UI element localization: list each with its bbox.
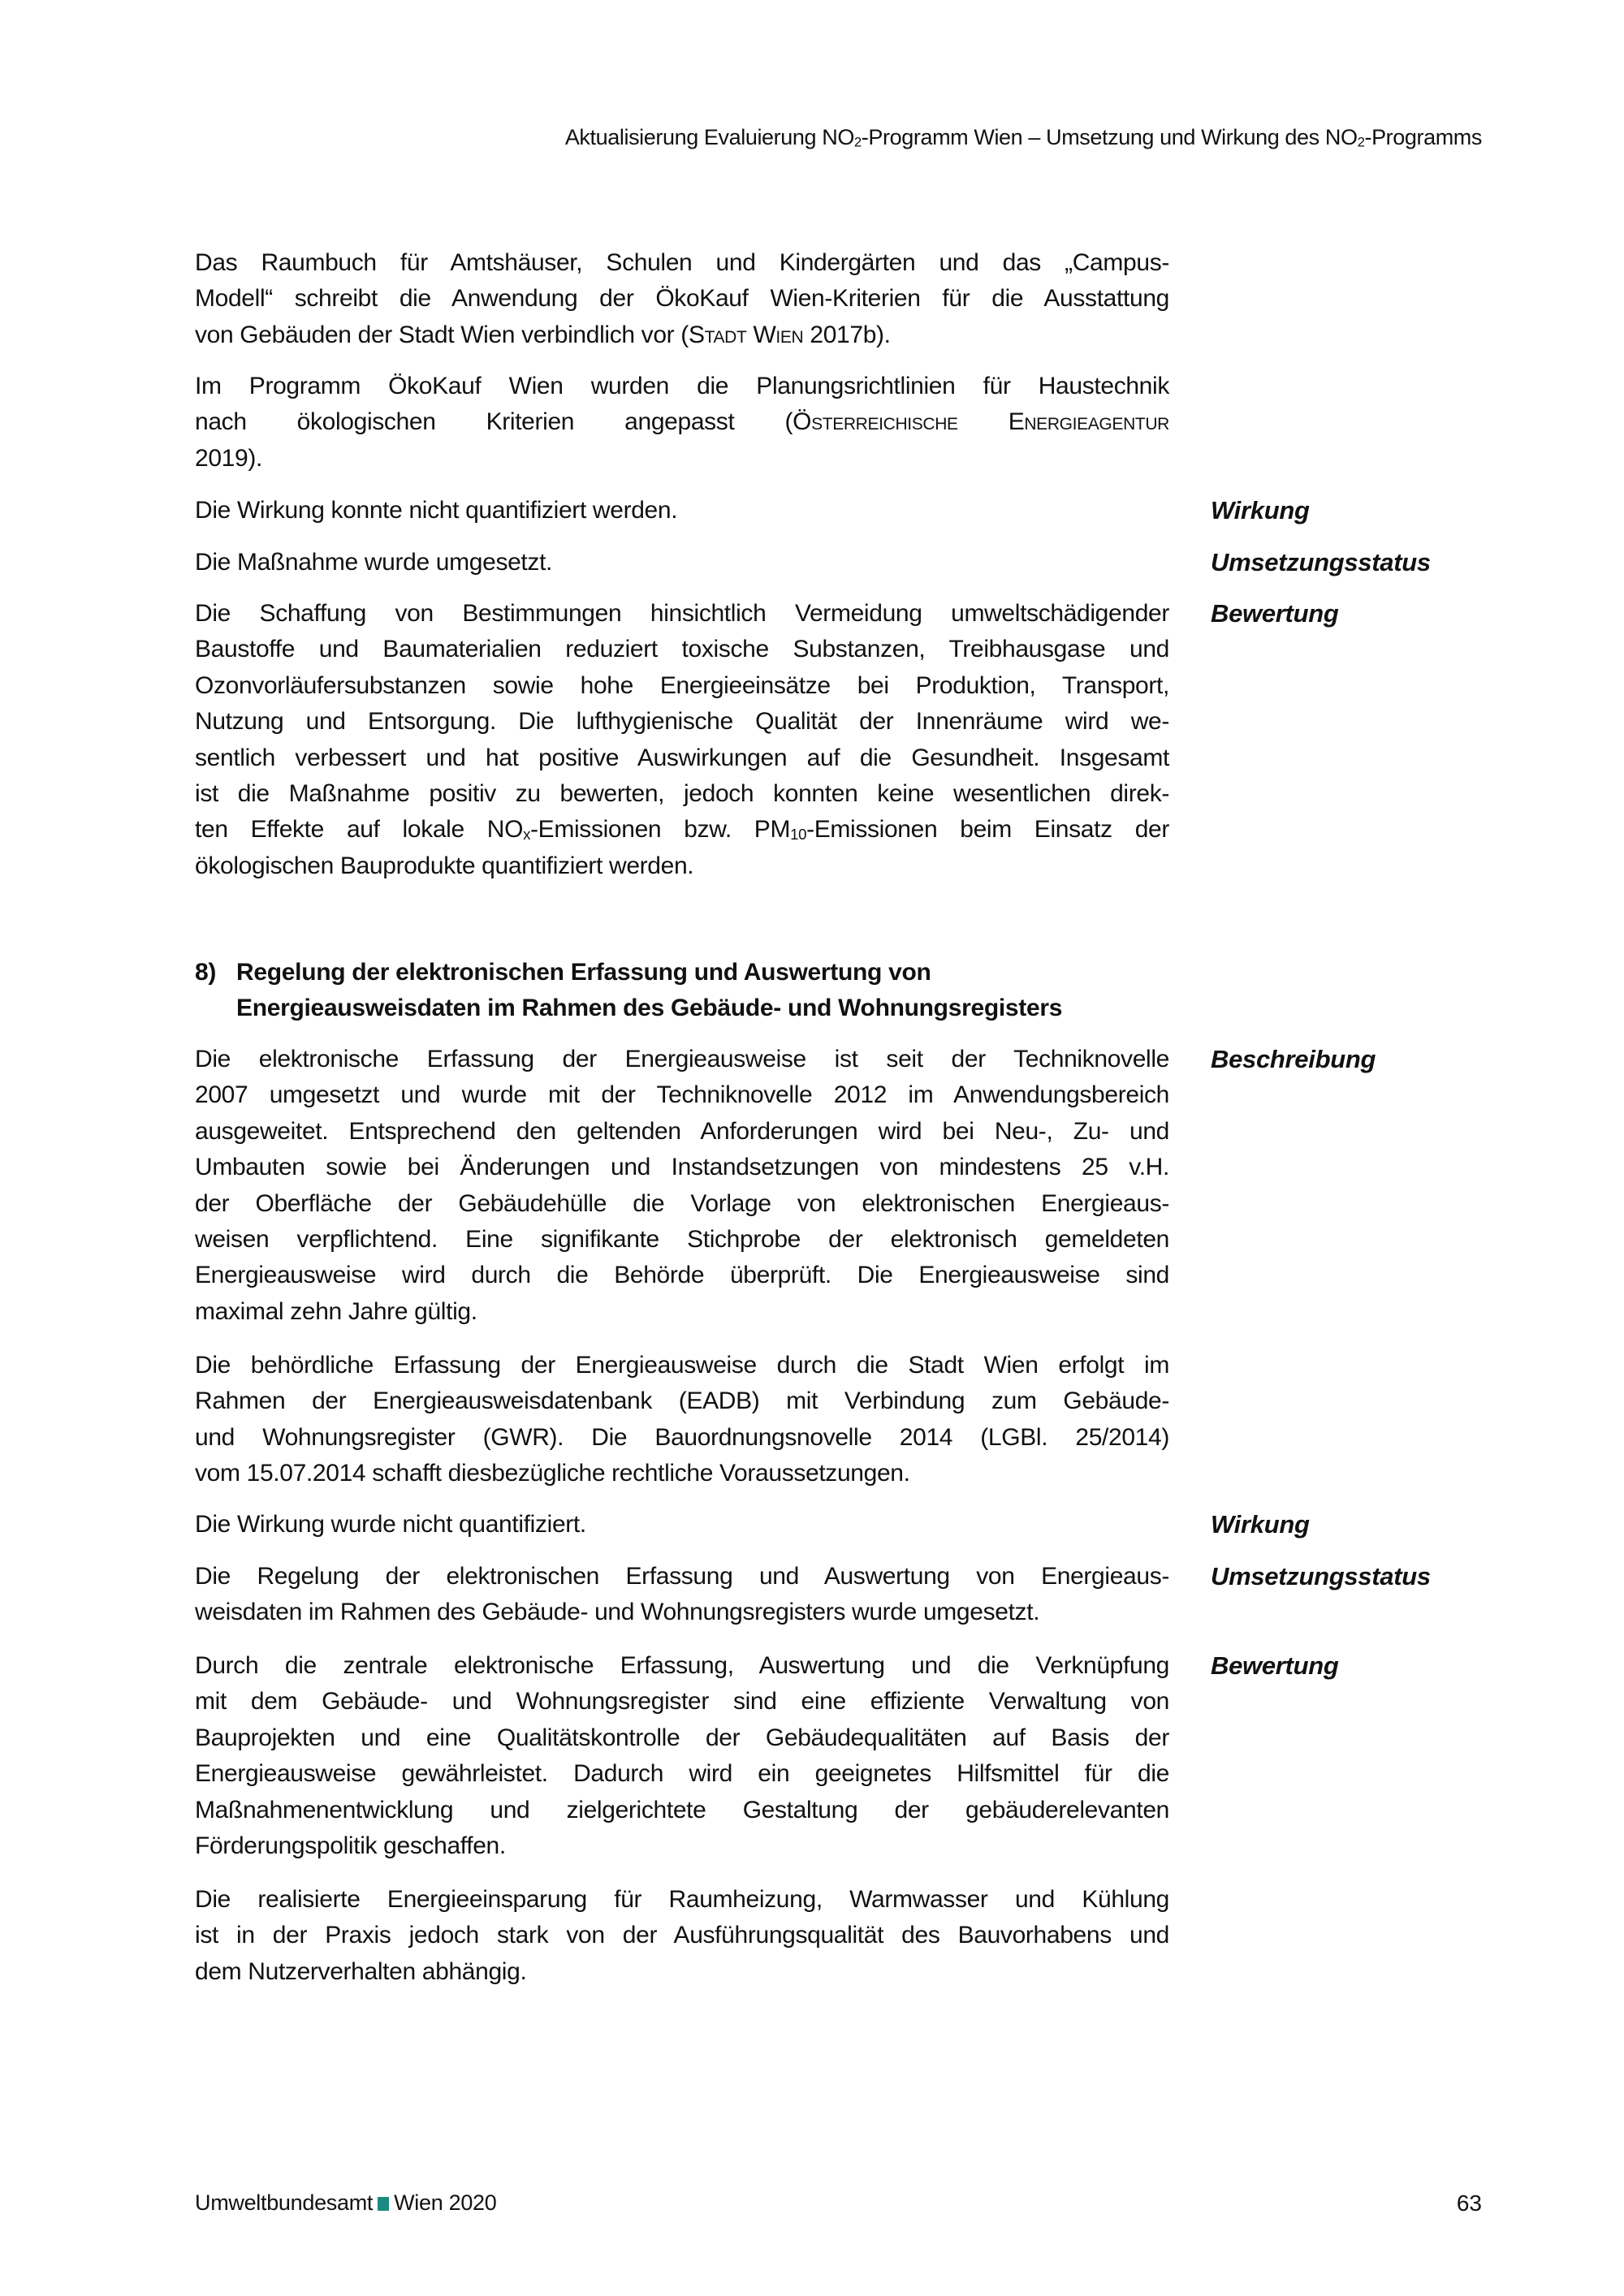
text-segment: -Emissionen beim Einsatz der xyxy=(806,816,1170,844)
paragraph-p-bewertung-8 xyxy=(195,1648,1169,1864)
paragraph-p-bewertung-1 xyxy=(195,596,1169,884)
paragraph-p-umsetzung-8 xyxy=(195,1559,1169,1631)
margin-label-umsetzungsstatus: Umsetzungsstatus xyxy=(1211,1562,1431,1590)
section-heading xyxy=(195,955,1062,1027)
text-line: maximal zehn Jahre gültig. xyxy=(195,1297,477,1325)
text-segment: ten Effekte auf lokale NO xyxy=(195,816,524,844)
square-bullet-icon xyxy=(378,2197,389,2211)
margin-label-umsetzungsstatus: Umsetzungsstatus xyxy=(1211,548,1431,576)
text-line: Die Wirkung wurde nicht quantifiziert. xyxy=(195,1511,586,1538)
text-line: Die Wirkung konnte nicht quantifiziert werden. xyxy=(195,497,678,524)
text-line: ist die Maßnahme positiv zu bewerten, jedoch konnten keine wesentlichen direk- xyxy=(195,779,1169,807)
text-line: Durch die zentrale elektronische Erfassung, Auswertung und die Verknüpfung xyxy=(195,1652,1169,1679)
section-title-line: Regelung der elektronischen Erfassung und Auswertung von xyxy=(236,959,931,986)
paragraph-p-energieeinsparung xyxy=(195,1882,1169,1990)
footer-place-year: Wien 2020 xyxy=(394,2190,497,2215)
page-number: 63 xyxy=(1456,2190,1482,2216)
subscript: x xyxy=(523,826,531,844)
subscript: 10 xyxy=(790,826,807,844)
margin-label-wirkung: Wirkung xyxy=(1211,1510,1310,1539)
text-line: Modell“ schreibt die Anwendung der ÖkoKauf Wien-Kriterien für die Ausstattung xyxy=(195,285,1169,313)
text-segment: -Emissionen bzw. PM xyxy=(530,816,791,844)
header-text: -Programm Wien – Umsetzung und Wirkung des NO xyxy=(861,125,1358,149)
text-line: Nutzung und Entsorgung. Die lufthygienische Qualität der Innenräume wird we- xyxy=(195,708,1169,736)
text-line xyxy=(195,317,1169,353)
paragraph-p-beschreibung-8 xyxy=(195,1042,1169,1330)
footer-publisher: Umweltbundesamt xyxy=(195,2190,374,2215)
text-line: Im Programm ÖkoKauf Wien wurden die Planungsrichtlinien für Haustechnik xyxy=(195,373,1169,399)
paragraph-p-wirkung-8 xyxy=(195,1507,1169,1543)
text-line: Umbauten sowie bei Änderungen und Instandsetzungen von mindestens 25 v.H. xyxy=(195,1154,1169,1181)
text-line: Baustoffe und Baumaterialien reduziert toxische Substanzen, Treibhausgase und xyxy=(195,636,1169,663)
margin-label-beschreibung: Beschreibung xyxy=(1211,1045,1376,1073)
header-subscript: 2 xyxy=(853,134,862,150)
header-text: -Programms xyxy=(1364,125,1482,149)
text-line: Die elektronische Erfassung der Energieausweise ist seit der Techniknovelle xyxy=(195,1046,1169,1072)
paragraph-p-erfassung xyxy=(195,1348,1169,1492)
text-line: Maßnahmenentwicklung und zielgerichtete Gestaltung der gebäuderelevanten xyxy=(195,1796,1169,1823)
text-line: 2019). xyxy=(195,444,262,472)
header-subscript: 2 xyxy=(1357,134,1365,150)
text-line: mit dem Gebäude- und Wohnungsregister sind eine effiziente Verwaltung von xyxy=(195,1688,1169,1716)
text-line: Förderungspolitik geschaffen. xyxy=(195,1832,506,1859)
text-line: Energieausweise gewährleistet. Dadurch wird ein geeignetes Hilfsmittel für die xyxy=(195,1760,1169,1788)
footer xyxy=(195,2190,497,2216)
text-line: ausgeweitet. Entsprechend den geltenden Anforderungen wird bei Neu-, Zu- und xyxy=(195,1117,1169,1145)
running-header xyxy=(565,125,1482,150)
section-number: 8) xyxy=(195,959,217,986)
text-line: Bauprojekten und eine Qualitätskontrolle der Gebäudequalitäten auf Basis der xyxy=(195,1724,1169,1751)
text-line: Energieausweise wird durch die Behörde überprüft. Die Energieausweise sind xyxy=(195,1262,1169,1289)
citation-small-caps: Stadt Wien xyxy=(688,321,804,348)
text-line: und Wohnungsregister (GWR). Die Bauordnungsnovelle 2014 (LGBl. 25/2014) xyxy=(195,1423,1169,1451)
text-line: Das Raumbuch für Amtshäuser, Schulen und Kindergärten und das „Campus- xyxy=(195,249,1169,276)
text-segment: 2017b). xyxy=(803,321,891,348)
text-line: vom 15.07.2014 schafft diesbezügliche rechtliche Voraussetzungen. xyxy=(195,1460,910,1487)
text-line: Die realisierte Energieeinsparung für Raumheizung, Warmwasser und Kühlung xyxy=(195,1886,1169,1913)
paragraph-p-oekokauf xyxy=(195,369,1169,477)
text-line: Die Regelung der elektronischen Erfassung und Auswertung von Energieaus- xyxy=(195,1563,1169,1590)
text-line: ökologischen Bauprodukte quantifiziert werden. xyxy=(195,852,694,879)
paragraph-p-wirkung-1 xyxy=(195,493,1169,529)
section-title-line: Energieausweisdaten im Rahmen des Gebäude- und Wohnungsregisters xyxy=(236,995,1063,1022)
text-segment: nach ökologischen Kriterien angepasst ( xyxy=(195,408,793,436)
text-line: Die Schaffung von Bestimmungen hinsichtlich Vermeidung umweltschädigender xyxy=(195,600,1169,627)
text-line: Ozonvorläufersubstanzen sowie hohe Energieeinsätze bei Produktion, Transport, xyxy=(195,671,1169,699)
text-line xyxy=(195,404,1169,440)
text-line: 2007 umgesetzt und wurde mit der Techniknovelle 2012 im Anwendungsbereich xyxy=(195,1081,1169,1109)
text-line xyxy=(195,812,1169,848)
paragraph-p-raumbuch xyxy=(195,245,1169,353)
header-text: Aktualisierung Evaluierung NO xyxy=(564,125,854,149)
text-line: weisen verpflichtend. Eine signifikante Stichprobe der elektronisch gemeldeten xyxy=(195,1225,1169,1253)
text-line: Die Maßnahme wurde umgesetzt. xyxy=(195,549,553,576)
text-line: weisdaten im Rahmen des Gebäude- und Wohnungsregisters wurde umgesetzt. xyxy=(195,1599,1040,1626)
citation-small-caps: Österreichische Energieagentur xyxy=(793,408,1170,436)
text-line: dem Nutzerverhalten abhängig. xyxy=(195,1957,527,1985)
margin-label-wirkung: Wirkung xyxy=(1211,496,1310,524)
paragraph-p-umsetzung-1 xyxy=(195,545,1169,580)
margin-label-bewertung: Bewertung xyxy=(1211,1651,1339,1680)
text-line: ist in der Praxis jedoch stark von der Ausführungsqualität des Bauvorhabens und xyxy=(195,1922,1169,1949)
text-line: Rahmen der Energieausweisdatenbank (EADB) mit Verbindung zum Gebäude- xyxy=(195,1388,1169,1415)
text-line: sentlich verbessert und hat positive Auswirkungen auf die Gesundheit. Insgesamt xyxy=(195,744,1169,771)
margin-label-bewertung: Bewertung xyxy=(1211,599,1339,628)
text-line: Die behördliche Erfassung der Energieausweise durch die Stadt Wien erfolgt im xyxy=(195,1352,1169,1379)
text-segment: von Gebäuden der Stadt Wien verbindlich vor ( xyxy=(195,321,689,348)
text-line: der Oberfläche der Gebäudehülle die Vorlage von elektronischen Energieaus- xyxy=(195,1189,1169,1217)
